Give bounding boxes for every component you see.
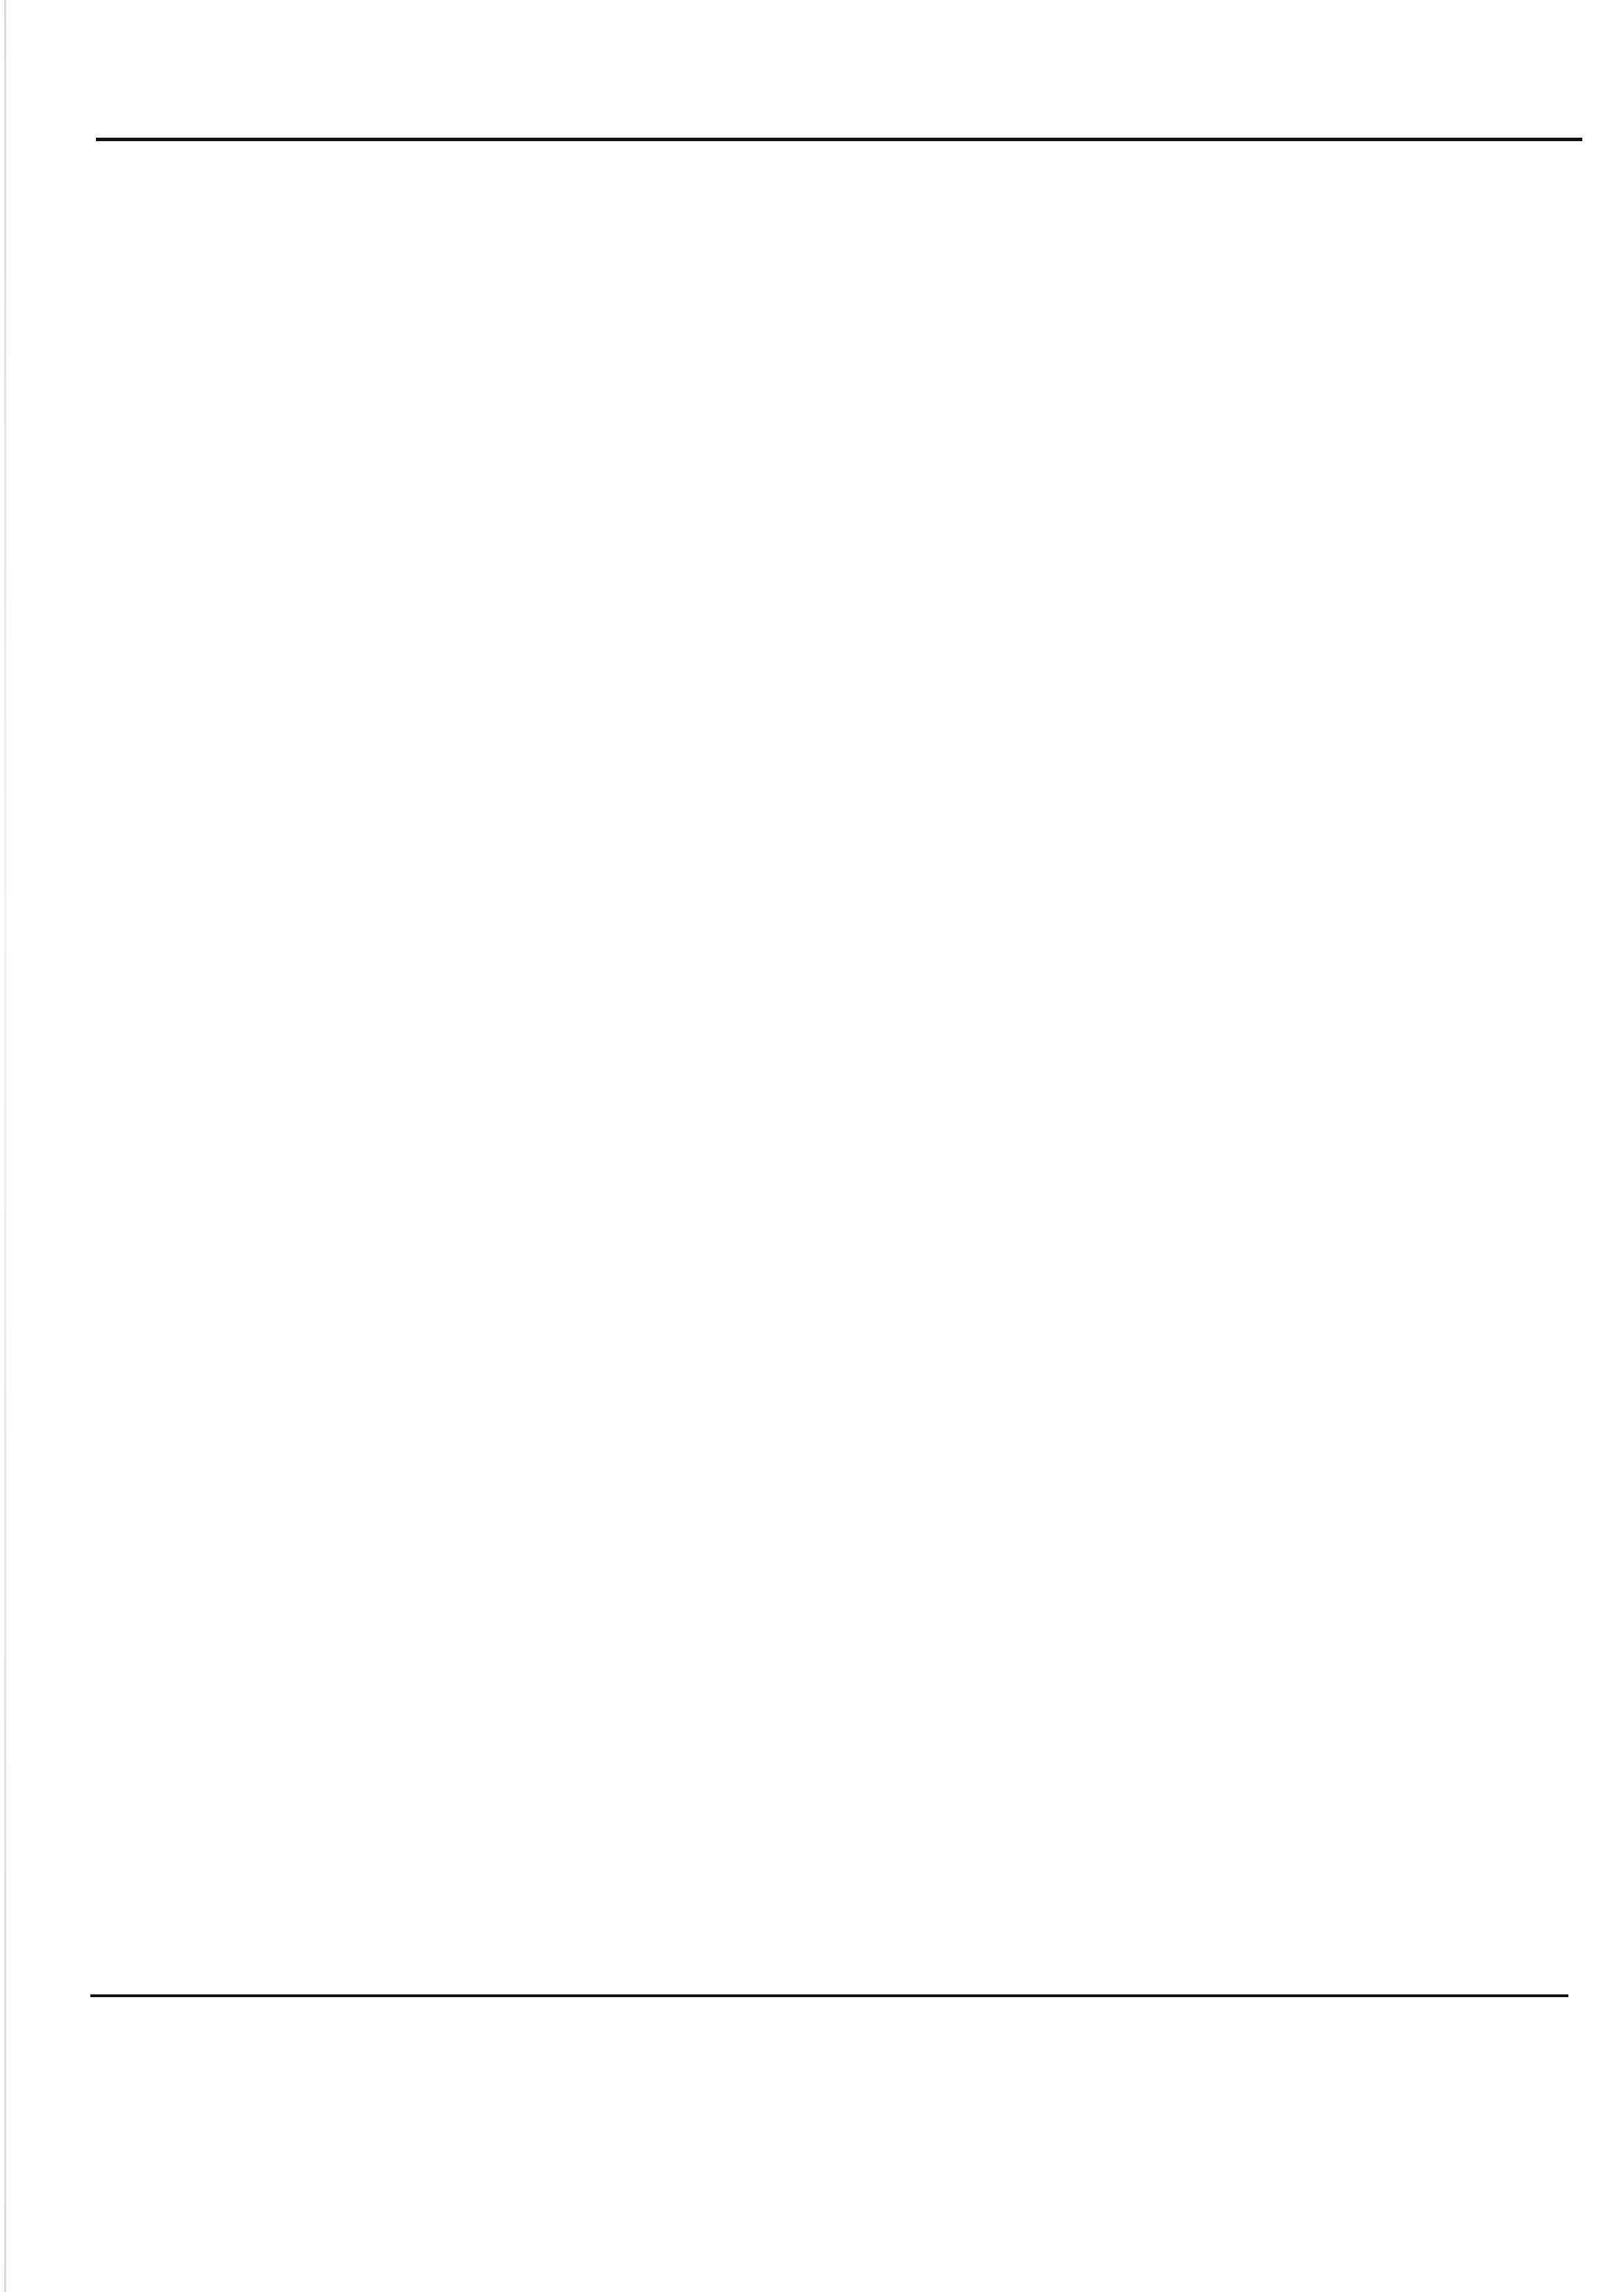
- column-1: [96, 156, 569, 1978]
- bottom-rule: [90, 1994, 1568, 1997]
- column-3: [1109, 156, 1582, 1978]
- column-2: [603, 156, 1076, 1978]
- text-columns: [96, 156, 1582, 1978]
- scan-edge-shadow: [4, 0, 6, 2292]
- top-rule: [96, 138, 1582, 141]
